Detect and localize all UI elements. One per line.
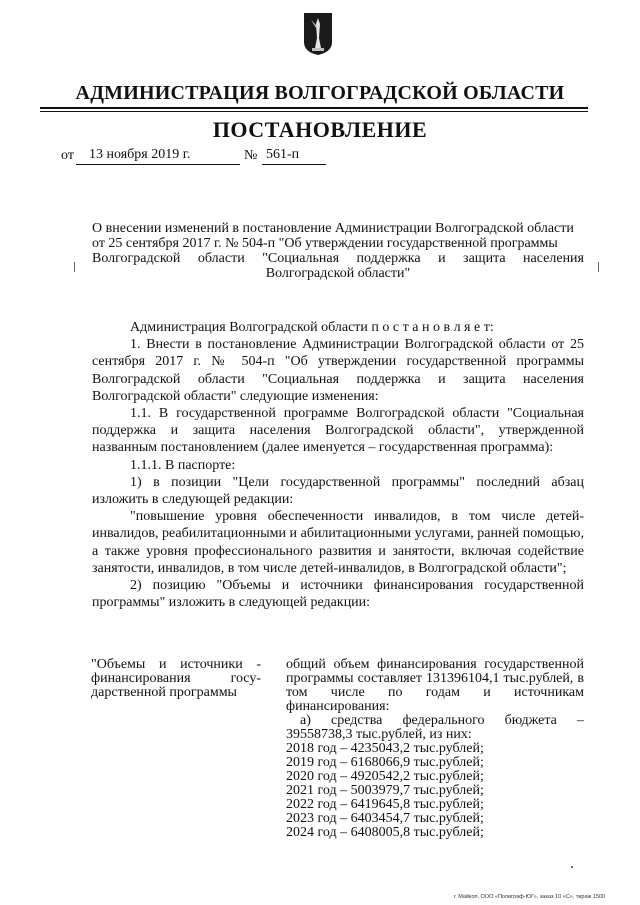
subject-line: Волгоградской области "Социальная поддержка и защита населения bbox=[92, 251, 584, 266]
body-paragraph: 1.1. В государственной программе Волгоградской области "Социальная поддержка и защита населения Волгоградской области", утвержденной названным постановлением (далее именуется – государственная программа): bbox=[92, 406, 584, 456]
financing-year-row: 2019 год – 6168066,9 тыс.рублей; bbox=[286, 755, 484, 770]
body-paragraph: "повышение уровня обеспеченности инвалидов, в том числе детей-инвалидов, реабилитационными и абилитационными услугами, ранней помощью, а также уровня профессионального развития и занятости, включая содействие занятости, инвалидов, в том числе детей-инвалидов, в Волгоградской области"; bbox=[92, 509, 584, 576]
intro-spaced-verb: п о с т а н о в л я е т: bbox=[371, 320, 494, 335]
financing-total: общий объем финансирования государственной программы составляет 131396104,1 тыс.рублей, в том числе по годам и источникам финансирования: bbox=[286, 657, 584, 714]
margin-tick-right bbox=[598, 262, 599, 272]
financing-year-row: 2023 год – 6403454,7 тыс.рублей; bbox=[286, 811, 484, 826]
header-double-rule-top bbox=[40, 107, 588, 109]
date-underline bbox=[76, 164, 240, 165]
table-left-cell: "Объемы и источники - финансирования госу- дарственной программы bbox=[91, 657, 261, 700]
financing-year-row: 2022 год – 6419645,8 тыс.рублей; bbox=[286, 797, 484, 812]
financing-year-row: 2018 год – 4235043,2 тыс.рублей; bbox=[286, 741, 484, 756]
page-mark bbox=[571, 866, 573, 868]
number-prefix: № bbox=[244, 148, 258, 163]
body-paragraph: 1) в позиции "Цели государственной программы" последний абзац изложить в следующей редакции: bbox=[92, 474, 584, 508]
body-paragraph: 1.1.1. В паспорте: bbox=[130, 457, 236, 473]
volgograd-coat-of-arms-icon bbox=[303, 12, 333, 56]
financing-year-row: 2020 год – 4920542,2 тыс.рублей; bbox=[286, 769, 484, 784]
financing-year-row: 2024 год – 6408005,8 тыс.рублей; bbox=[286, 825, 484, 840]
financing-federal: а) средства федерального бюджета – 39558738,3 тыс.рублей, из них: bbox=[286, 713, 584, 742]
body-paragraph: 2) позицию "Объемы и источники финансирования государственной программы" изложить в следующей редакции: bbox=[92, 578, 584, 611]
intro-text: Администрация Волгоградской области bbox=[130, 320, 368, 335]
document-subject bbox=[92, 221, 584, 281]
financing-year-row: 2021 год – 5003979,7 тыс.рублей; bbox=[286, 783, 484, 798]
document-number: 561-п bbox=[266, 147, 300, 162]
subject-line: Волгоградской области" bbox=[265, 266, 411, 281]
date-prefix: от bbox=[61, 148, 74, 163]
financing-years-list bbox=[286, 742, 584, 840]
subject-line: О внесении изменений в постановление Администрации Волгоградской области bbox=[92, 221, 574, 236]
organization-title: АДМИНИСТРАЦИЯ ВОЛГОГРАДСКОЙ ОБЛАСТИ bbox=[75, 82, 565, 104]
document-body bbox=[92, 319, 584, 611]
header-double-rule-bottom bbox=[40, 111, 588, 112]
print-info: г. Майкоп, ООО «Полиграф-ЮГ», заказ 10 «С», тираж 1500 bbox=[453, 894, 605, 900]
table-right-cell bbox=[286, 658, 584, 840]
document-type-title: ПОСТАНОВЛЕНИЕ bbox=[212, 117, 428, 142]
number-underline bbox=[262, 164, 326, 165]
margin-tick-left bbox=[74, 262, 75, 272]
body-intro bbox=[92, 319, 584, 336]
subject-line: от 25 сентября 2017 г. № 504-п "Об утверждении государственной программы bbox=[92, 236, 558, 251]
body-paragraph: 1. Внести в постановление Администрации Волгоградской области от 25 сентября 2017 г. № 504-п "Об утверждении государственной программы Волгоградской области "Социальная поддержка и защита населения Волгоградской области" следующие изменения: bbox=[92, 337, 584, 404]
document-date: 13 ноября 2019 г. bbox=[89, 147, 191, 162]
